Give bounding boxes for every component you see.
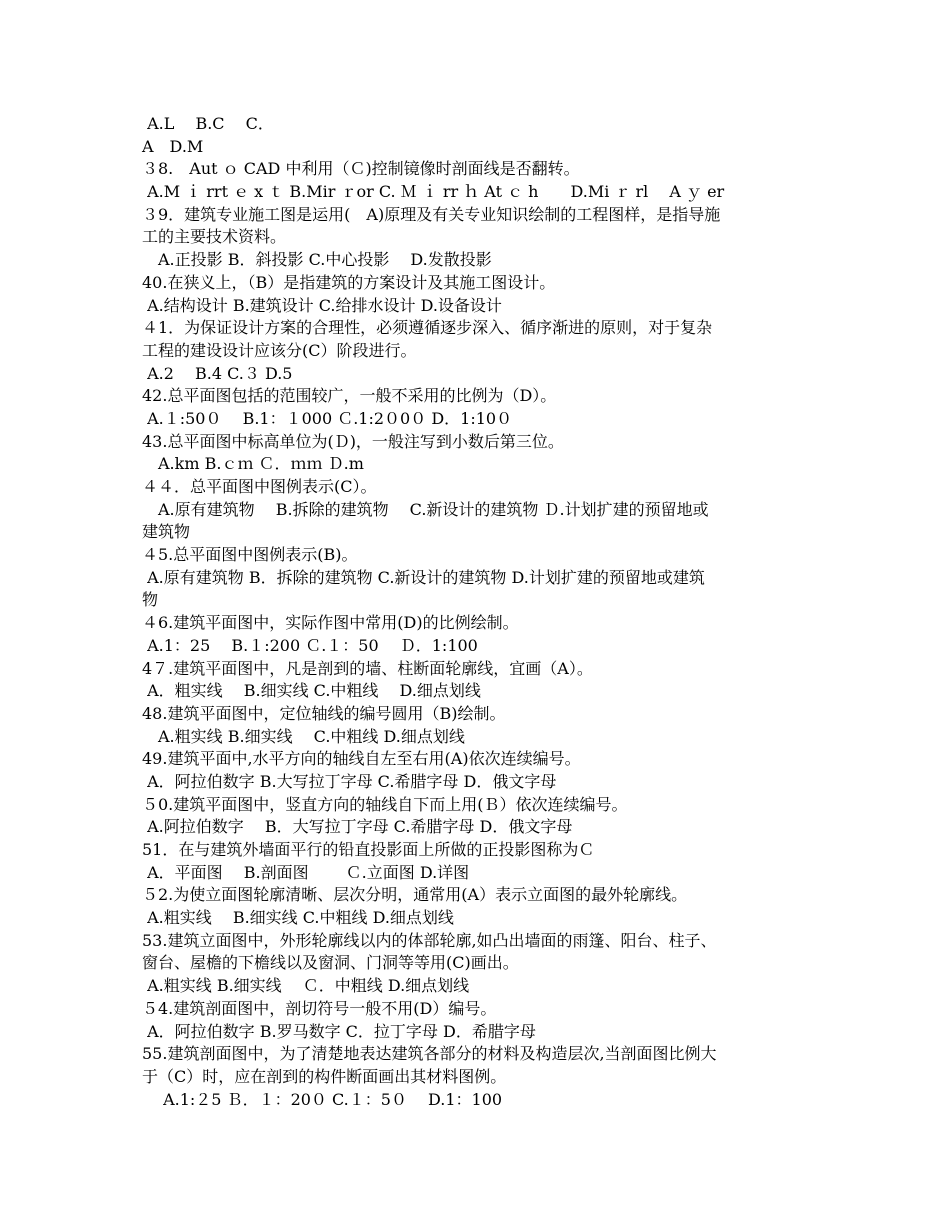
text-line: A.原有建筑物 B．拆除的建筑物 C.新设计的建筑物 D.计划扩建的预留地或建筑 xyxy=(142,567,705,587)
text-line: A.结构设计 B.建筑设计 C.给排水设计 D.设备设计 xyxy=(142,295,502,315)
text-line: 48.建筑平面图中，定位轴线的编号圆用（B)绘制。 xyxy=(142,703,506,723)
text-line: 53.建筑立面图中，外形轮廓线以内的体部轮廓,如凸出墙面的雨篷、阳台、柱子、 xyxy=(142,930,717,950)
text-line: ４6.建筑平面图中，实际作图中常用(D)的比例绘制。 xyxy=(142,613,519,633)
text-line: 43.总平面图中标高单位为(Ｄ)，一般注写到小数后第三位。 xyxy=(142,431,564,451)
text-line: A．平面图 B.剖面图 Ｃ.立面图 D.详图 xyxy=(142,862,470,882)
text-line: 工程的建设设计应该分(C）阶段进行。 xyxy=(142,340,417,360)
text-line: A.L B.C C． xyxy=(142,114,274,133)
text-line: A D.M xyxy=(142,136,204,156)
text-line: A.km B.ｃｍ Ｃ．ｍｍ Ｄ.m xyxy=(142,454,364,474)
text-line: A.2 B.4 C.３ D.5 xyxy=(142,363,293,383)
text-line: A.粗实线 B.细实线 C.中粗线 D.细点划线 xyxy=(142,908,454,928)
text-line: 49.建筑平面中,水平方向的轴线自左至右用(A)依次连续编号。 xyxy=(142,749,581,769)
text-line: A.原有建筑物 B.拆除的建筑物 C.新设计的建筑物 Ｄ.计划扩建的预留地或 xyxy=(142,499,709,519)
text-line: A.1:２5 Ｂ．１：20０ C.１：5０ D.1：100 xyxy=(142,1089,503,1109)
text-line: A.正投影 B．斜投影 C.中心投影 D.发散投影 xyxy=(142,250,492,270)
text-line: ５0.建筑平面图中，竖直方向的轴线自下而上用(Ｂ）依次连续编号。 xyxy=(142,794,628,814)
text-line: A．粗实线 B.细实线 C.中粗线 D.细点划线 xyxy=(142,681,481,701)
text-line: A.粗实线 B.细实线 Ｃ．中粗线 D.细点划线 xyxy=(142,976,470,996)
text-line: A．阿拉伯数字 B.罗马数字 C．拉丁字母 D．希腊字母 xyxy=(142,1021,536,1041)
text-line: ３9．建筑专业施工图是运用( A)原理及有关专业知识绘制的工程图样，是指导施 xyxy=(142,204,721,224)
text-line: ４5.总平面图中图例表示(B)。 xyxy=(142,545,358,565)
text-line: A．阿拉伯数字 B.大写拉丁字母 C.希腊字母 D．俄文字母 xyxy=(142,771,557,791)
text-line: A.1：25 B.１:200 Ｃ.１：50 Ｄ．1:100 xyxy=(142,635,478,655)
text-line: ３8. Aut ｏ CAD 中利用（Ｃ)控制镜像时剖面线是否翻转。 xyxy=(142,159,580,179)
text-line: 42.总平面图包括的范围较广，一般不采用的比例为（D）。 xyxy=(142,386,557,406)
text-line: ４1．为保证设计方案的合理性，必须遵循逐步深入、循序渐进的原则，对于复杂 xyxy=(142,318,713,338)
document-body xyxy=(142,113,822,1111)
text-line: 物 xyxy=(142,590,159,610)
text-line: 51．在与建筑外墙面平行的铅直投影面上所做的正投影图称为Ｃ xyxy=(142,840,595,859)
text-line: ４４．总平面图中图例表示(C）。 xyxy=(142,477,377,496)
text-line: 窗台、屋檐的下檐线以及窗洞、门洞等等用(C)画出。 xyxy=(142,953,519,973)
text-line: 建筑物 xyxy=(142,522,191,542)
text-line: 工的主要技术资料。 xyxy=(142,227,287,247)
text-line: A.M ｉ rrt ｅ x ｔ B.Mir ｒor C. Ｍ ｉ rr ｈ At ｃ h D.Mi ｒ rl A ｙ er xyxy=(142,182,725,202)
text-line: ５2.为使立面图轮廓清晰、层次分明，通常用(A）表示立面图的最外轮廓线。 xyxy=(142,885,688,905)
text-line: A.阿拉伯数字 B．大写拉丁字母 C.希腊字母 D．俄文字母 xyxy=(142,817,573,837)
text-line: 于（C）时，应在剖到的构件断面画出其材料图例。 xyxy=(142,1066,507,1086)
text-line: 55.建筑剖面图中，为了清楚地表达建筑各部分的材料及构造层次,当剖面图比例大 xyxy=(142,1044,717,1064)
text-line: ５4.建筑剖面图中，剖切符号一般不用(D）编号。 xyxy=(142,998,497,1018)
text-line: A.粗实线 B.细实线 C.中粗线 D.细点划线 xyxy=(142,726,465,746)
text-line: 40.在狭义上，（B）是指建筑的方案设计及其施工图设计。 xyxy=(142,272,556,292)
text-line: 4７.建筑平面图中，凡是剖到的墙、柱断面轮廓线，宜画（A）。 xyxy=(142,658,593,678)
text-line: A.１:50０ B.1：１000 Ｃ.1:2０0０ D．1:10０ xyxy=(142,408,513,428)
